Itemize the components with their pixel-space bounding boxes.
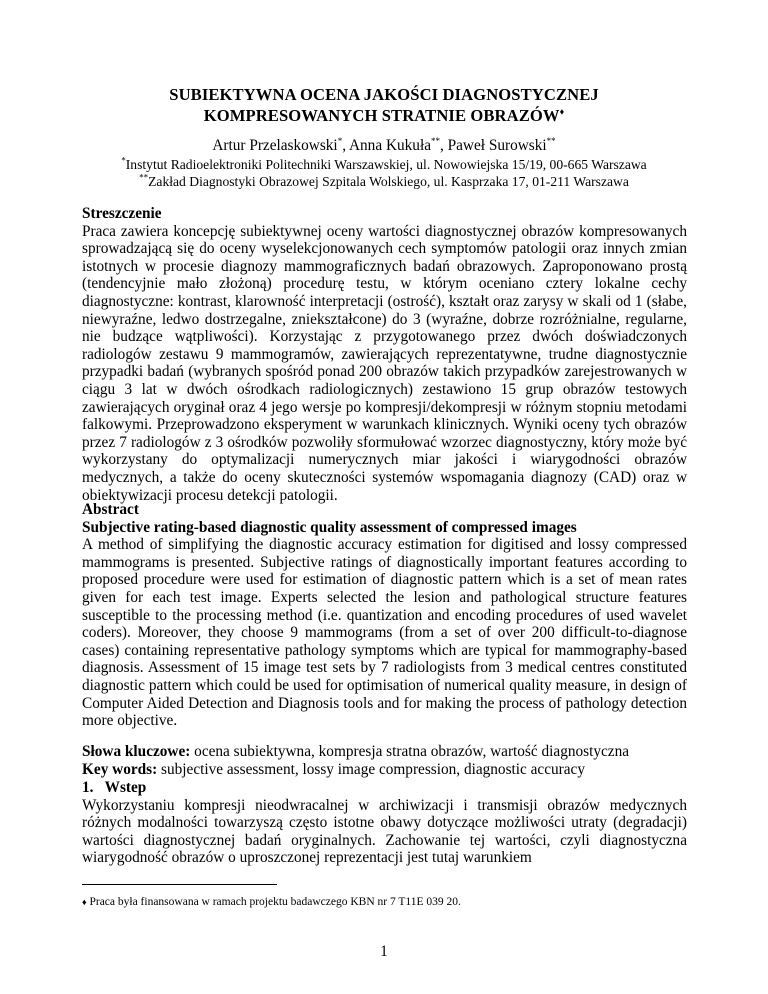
- affiliation-1-sup: *: [121, 155, 126, 166]
- author-2: , Anna Kukuła: [342, 137, 431, 154]
- keywords-en-label: Key words:: [82, 760, 158, 778]
- author-3-sup: **: [546, 135, 556, 146]
- page-number: 1: [380, 943, 388, 960]
- author-2-sup: **: [430, 135, 440, 146]
- affiliation-1: [0, 157, 768, 173]
- abstract-body: A method of simplifying the diagnostic accuracy estimation for digitised and lossy compressed mammograms is presented. Subjective ratings of diagnostically important features according to proposed procedure were used for estimation of diagnostic pattern which is a set of mean rates given for each test image. Experts selected the lesion and pathological structure features susceptible to the processing method (i.e. quantization and encoding procedures of used wavelet coders). Moreover, they choose 9 mammograms (from a set of over 200 difficult-to-diagnose cases) containing representative pathology symptoms which are typical for mammography-based diagnosis. Assessment of 15 image test sets by 7 radiologists from 3 medical centres constituted diagnostic pattern which could be used for optimisation of numerical quality measure, in design of Computer Aided Detection and Diagnosis tools and for making the process of pathology detection more objective.: [82, 536, 687, 730]
- footnote-mark: ♦: [82, 897, 87, 907]
- keywords-en: [82, 761, 687, 779]
- title-line-2: [0, 105, 768, 126]
- author-3: , Paweł Surowski: [439, 137, 547, 154]
- title-line-1: SUBIEKTYWNA OCENA JAKOŚCI DIAGNOSTYCZNEJ: [169, 85, 599, 104]
- author-1-sup: *: [337, 135, 343, 146]
- title-footnote-mark: ♦: [559, 106, 565, 117]
- abstract-heading: Abstract: [82, 501, 139, 518]
- abstract-section: [82, 501, 687, 730]
- streszczenie-body: Praca zawiera koncepcję subiektywnej oceny wartości diagnostycznej obrazów kompresowanych sprowadzającą się do oceny wyselekcjonowanych cech symptomów patologii oraz innych zmian istotnych w procesie diagnozy mammograficznych badań obrazowych. Zaproponowano prostą (tendencyjnie mało złożoną) procedurę testu, w którym oceniano cztery lokalne cechy diagnostyczne: kontrast, klarowność interpretacji (ostrość), kształt oraz zarysy w skali od 1 (słabe, niewyraźne, ledwo dostrzegalne, zniekształcone) do 3 (wyraźne, dobrze rozróżnialne, regularne, nie budzące wątpliwości). Korzystając z przygotowanego przez dwóch doświadczonych radiologów zestawu 9 mammogramów, zawierających reprezentatywne, trudne diagnostycznie przypadki badań (wybranych spośród ponad 200 obrazów takich przypadków zarejestrowanych w ciągu 3 lat w dwóch ośrodkach radiologicznych) zestawiono 15 grup obrazów testowych zawierających oryginał oraz 4 jego wersje po kompresji/dekompresji w różnym stopniu metodami falkowymi. Przeprowadzono eksperyment w warunkach klinicznych. Wyniki oceny tych obrazów przez 7 radiologów z 3 ośrodków pozwoliły sformułować wzorzec diagnostyczny, który może być wykorzystany do optymalizacji numerycznych miar jakości i wiarygodności obrazów medycznych, a także do oceny skuteczności systemów wspomagania diagnozy (CAD) oraz w obiektywizacji procesu detekcji patologii.: [82, 222, 687, 504]
- keywords-pl: [82, 743, 687, 761]
- affiliation-2-sup: **: [139, 172, 149, 183]
- title-line-2-text: KOMPRESOWANYCH STRATNIE OBRAZÓW: [203, 106, 560, 125]
- streszczenie-heading: Streszczenie: [82, 205, 162, 222]
- affiliation-2: [0, 174, 768, 190]
- footnote: [82, 895, 461, 909]
- paper-title: [0, 84, 768, 126]
- keywords-en-text: subjective assessment, lossy image compression, diagnostic accuracy: [157, 760, 585, 778]
- keywords-pl-text: ocena subiektywna, kompresja stratna obrazów, wartość diagnostyczna: [190, 743, 630, 760]
- introduction-body: Wykorzystaniu kompresji nieodwracalnej w archiwizacji i transmisji obrazów medycznych różnych modalności towarzyszą często istotne obawy dotyczące możliwości utraty (degradacji) wartości diagnostycznej badań oryginalnych. Zachowanie tej wartości, czyli diagnostyczna wiarygodność obrazów o uproszczonej reprezentacji jest tutaj warunkiem: [82, 796, 687, 867]
- streszczenie-section: [82, 205, 687, 504]
- abstract-subtitle: Subjective rating-based diagnostic quality assessment of compressed images: [82, 518, 577, 536]
- introduction-section: [82, 779, 687, 867]
- affiliation-1-text: Instytut Radioelektroniki Politechniki Warszawskiej, ul. Nowowiejska 15/19, 00-665 Warszawa: [125, 157, 647, 172]
- keywords-section: [82, 743, 687, 778]
- author-list: [0, 137, 768, 155]
- footnote-divider: [82, 884, 277, 885]
- author-1: Artur Przelaskowski: [212, 137, 338, 154]
- keywords-pl-label: Słowa kluczowe:: [82, 743, 191, 760]
- introduction-heading: 1. Wstep: [82, 779, 147, 796]
- footnote-text: Praca była finansowana w ramach projektu badawczego KBN nr 7 T11E 039 20.: [86, 896, 461, 908]
- affiliation-2-text: Zakład Diagnostyki Obrazowej Szpitala Wolskiego, ul. Kasprzaka 17, 01-211 Warszawa: [148, 174, 629, 189]
